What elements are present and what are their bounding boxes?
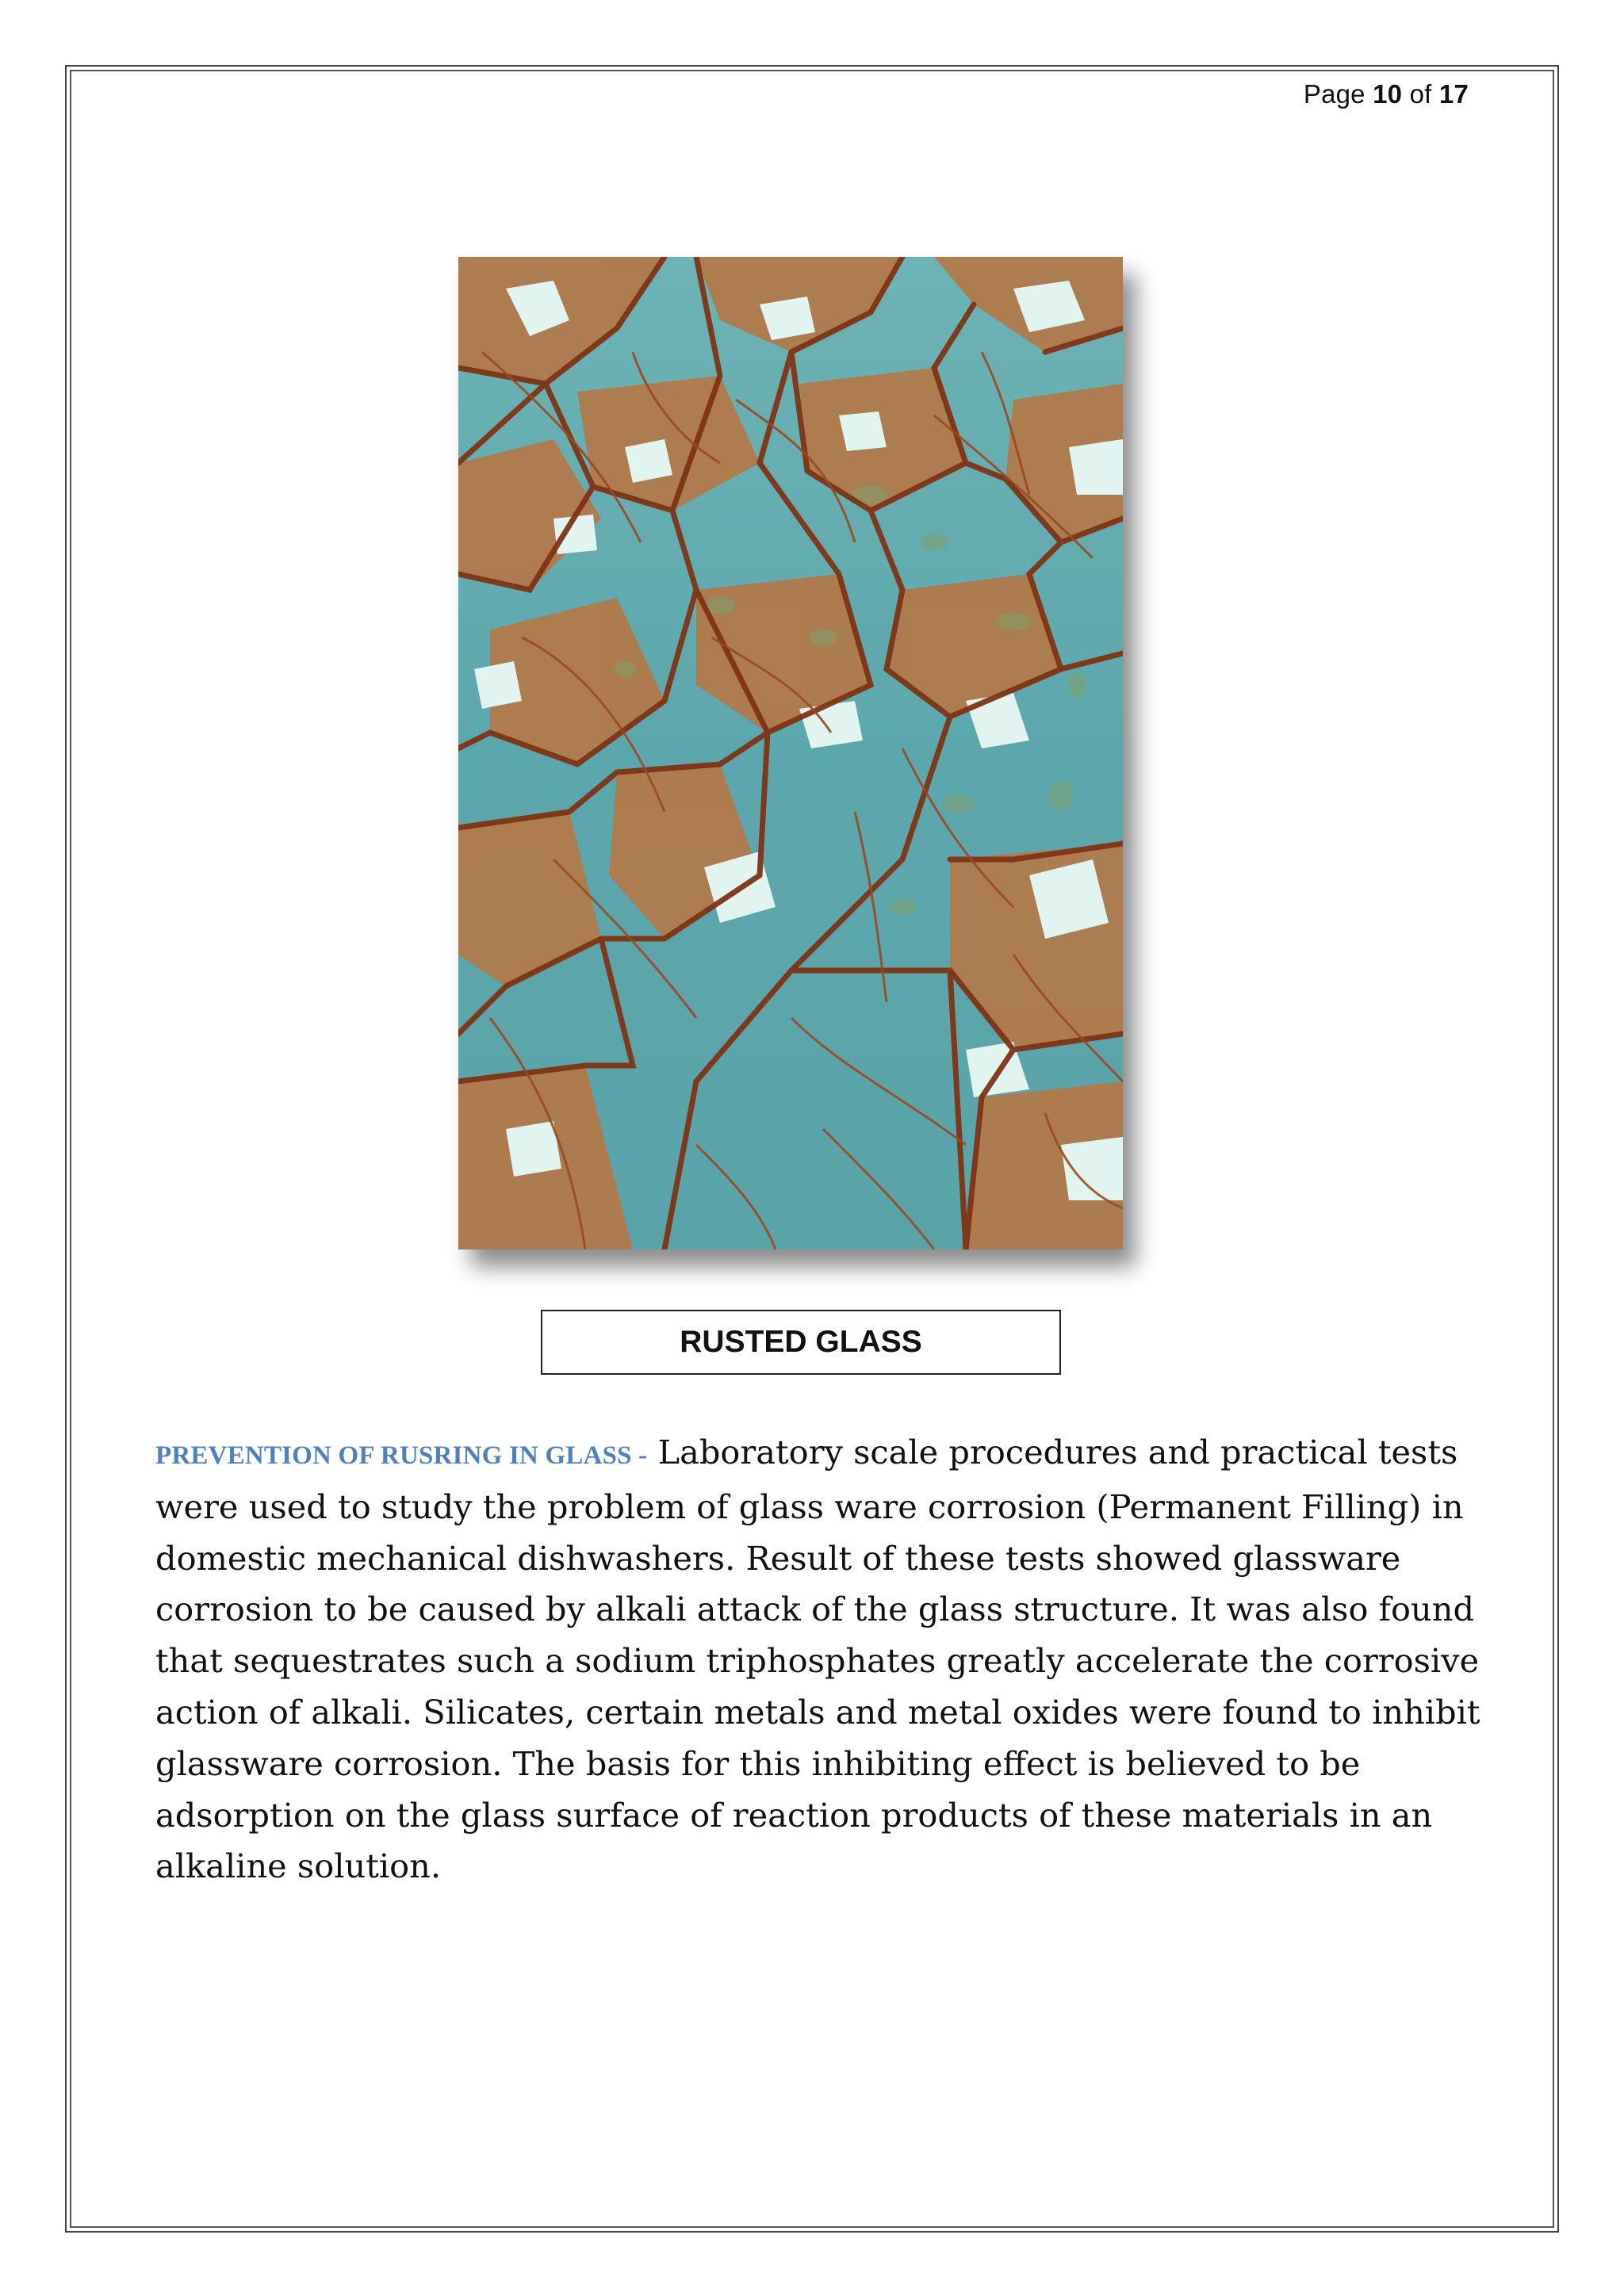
paragraph-line: action of alkali. Silicates, certain metals and metal oxides were found to inhibit: [155, 1692, 1480, 1732]
paragraph-line: alkaline solution.: [155, 1846, 442, 1886]
page-of: of: [1409, 79, 1432, 109]
paragraph-first-line: [155, 1427, 1456, 1482]
page-number: [1304, 79, 1469, 109]
paragraph-line: were used to study the problem of glass ware corrosion (Permanent Filling) in: [155, 1487, 1464, 1526]
page-total: 17: [1438, 79, 1469, 109]
paragraph-line: glassware corrosion. The basis for this inhibiting effect is believed to be: [155, 1743, 1361, 1783]
figure-caption: RUSTED GLASS: [541, 1310, 1061, 1375]
rusted-glass-image: [458, 257, 1123, 1249]
paragraph-line: Laboratory scale procedures and practical tests: [657, 1433, 1458, 1471]
paragraph-line: adsorption on the glass surface of reaction products of these materials in an: [155, 1795, 1433, 1835]
page-prefix: Page: [1303, 79, 1365, 109]
section-heading: PREVENTION OF RUSRING IN GLASS -: [155, 1441, 648, 1470]
page-current: 10: [1373, 79, 1403, 109]
paragraph-line: corrosion to be caused by alkali attack of the glass structure. It was also found: [155, 1590, 1475, 1629]
paragraph-line: domestic mechanical dishwashers. Result of these tests showed glassware: [155, 1538, 1401, 1578]
paragraph-line: that sequestrates such a sodium triphosphates greatly accelerate the corrosive: [155, 1641, 1480, 1681]
section-paragraph: [155, 1427, 1480, 1892]
